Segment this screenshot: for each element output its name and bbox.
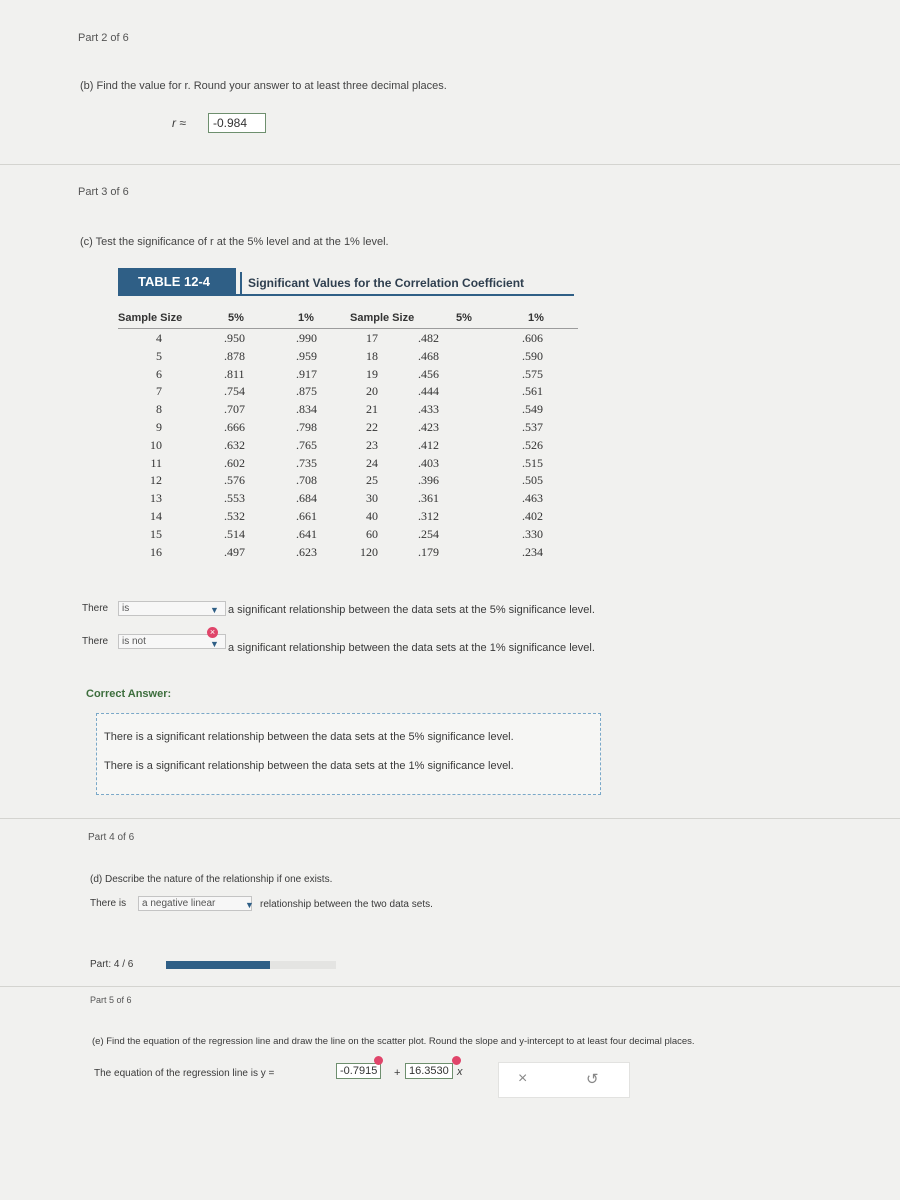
progress-label: Part: 4 / 6	[90, 959, 134, 970]
row2-select-value: is not	[122, 636, 146, 647]
table-cell: .179	[418, 544, 439, 559]
table-cell: .590	[522, 348, 543, 363]
chevron-down-icon[interactable]: ▼	[210, 639, 219, 649]
table-cell: 30	[366, 491, 378, 506]
table-cell: 17	[366, 331, 378, 345]
table-tag: TABLE 12-4	[118, 268, 236, 296]
table-cell: .754	[224, 384, 245, 399]
table-cell: 25	[366, 473, 378, 488]
table-cell: 16	[150, 544, 162, 559]
table-cell: 20	[366, 384, 378, 399]
table-cell: .632	[224, 437, 245, 452]
table-cell: 12	[150, 473, 162, 488]
table-cell: .576	[224, 473, 245, 488]
table-cell: 24	[366, 455, 378, 470]
table-cell: .811	[224, 366, 245, 381]
table-cell: 120	[360, 544, 378, 559]
col-1pct-b	[522, 330, 562, 561]
divider	[0, 818, 900, 819]
col-5pct-b	[418, 330, 458, 561]
part2-question: (b) Find the value for r. Round your answer to at least three decimal places.	[80, 80, 447, 92]
correct-line-1: There is a significant relationship between the data sets at the 5% significance level.	[104, 731, 514, 743]
table-cell: 9	[156, 419, 162, 434]
table-cell: 14	[150, 508, 162, 523]
table-cell: .834	[296, 402, 317, 417]
intercept-field[interactable]: 16.3530	[405, 1063, 453, 1079]
incorrect-mark-icon: ×	[207, 627, 218, 638]
header-sample-size-b: Sample Size	[350, 312, 415, 324]
table-cell: .412	[418, 437, 439, 452]
table-cell: .312	[418, 508, 439, 523]
divider	[0, 164, 900, 165]
table-cell: .505	[522, 473, 543, 488]
clear-icon[interactable]: ×	[518, 1070, 528, 1087]
row2-prefix: There	[82, 636, 109, 647]
table-cell: .402	[522, 508, 543, 523]
table-cell: .456	[418, 366, 439, 381]
table-cell: .959	[296, 348, 317, 363]
table-cell: .423	[418, 419, 439, 434]
table-cell: .735	[296, 455, 317, 470]
table-cell: 23	[366, 437, 378, 452]
part4-question: (d) Describe the nature of the relationship if one exists.	[90, 874, 333, 885]
row1-select-value: is	[122, 603, 130, 614]
table-cell: .798	[296, 419, 317, 434]
part4-select[interactable]	[138, 896, 252, 911]
table-cell: .917	[296, 366, 317, 381]
table-cell: 60	[366, 526, 378, 541]
part2-header: Part 2 of 6	[78, 32, 129, 44]
part4-select-value: a negative linear	[142, 898, 216, 909]
col-sample-size-b	[346, 330, 378, 561]
table-cell: .444	[418, 384, 439, 399]
table-cell: .537	[522, 419, 543, 434]
correct-line-2: There is a significant relationship between the data sets at the 1% significance level.	[104, 760, 514, 772]
table-cell: .765	[296, 437, 317, 452]
table-cell: .553	[224, 491, 245, 506]
header-1pct-a: 1%	[298, 312, 314, 324]
table-cell: .396	[418, 473, 439, 488]
table-cell: .666	[224, 419, 245, 434]
table-cell: .549	[522, 402, 543, 417]
table-cell: .602	[224, 455, 245, 470]
table-cell: 18	[366, 348, 378, 363]
table-cell: .708	[296, 473, 317, 488]
table-cell: 4	[156, 331, 162, 345]
part5-header: Part 5 of 6	[90, 995, 132, 1005]
table-cell: 11	[150, 455, 162, 470]
undo-icon[interactable]: ↺	[586, 1071, 599, 1088]
table-cell: .361	[418, 491, 439, 506]
table-cell: .875	[296, 384, 317, 399]
incorrect-mark-icon	[452, 1056, 461, 1065]
table-cell: .532	[224, 508, 245, 523]
part4-suffix: relationship between the two data sets.	[260, 899, 433, 910]
col-sample-size-a	[130, 330, 162, 561]
table-cell: .990	[296, 331, 317, 345]
table-cell: 10	[150, 437, 162, 452]
part5-prefix: The equation of the regression line is y =	[94, 1068, 275, 1079]
header-5pct-a: 5%	[228, 312, 244, 324]
table-cell: 40	[366, 508, 378, 523]
table-cell: 7	[156, 384, 162, 399]
table-cell: .623	[296, 544, 317, 559]
table-cell: .254	[418, 526, 439, 541]
table-cell: .878	[224, 348, 245, 363]
header-1pct-b: 1%	[528, 312, 544, 324]
table-cell: 8	[156, 402, 162, 417]
table-cell: .330	[522, 526, 543, 541]
table-cell: 13	[150, 491, 162, 506]
incorrect-mark-icon	[374, 1056, 383, 1065]
table-cell: .482	[418, 331, 439, 345]
row1-suffix: a significant relationship between the data sets at the 5% significance level.	[228, 604, 595, 616]
part3-header: Part 3 of 6	[78, 186, 129, 198]
table-cell: 21	[366, 402, 378, 417]
header-sample-size-a: Sample Size	[118, 312, 183, 324]
table-cell: 6	[156, 366, 162, 381]
correct-answer-label: Correct Answer:	[86, 688, 172, 700]
row1-prefix: There	[82, 603, 109, 614]
r-approx-label: r ≈	[172, 116, 186, 130]
plus-sign: +	[394, 1067, 401, 1079]
header-5pct-b: 5%	[456, 312, 472, 324]
chevron-down-icon[interactable]: ▼	[245, 900, 254, 910]
table-cell: .606	[522, 331, 543, 345]
progress-fill	[166, 961, 270, 969]
part4-header: Part 4 of 6	[88, 832, 135, 843]
chevron-down-icon[interactable]: ▼	[210, 605, 219, 615]
part5-question: (e) Find the equation of the regression line and draw the line on the scatter plot. Round the slope and y-intercept to at least four decimal places.	[92, 1036, 695, 1047]
table-cell: 19	[366, 366, 378, 381]
slope-field[interactable]: -0.7915	[336, 1063, 381, 1079]
col-1pct-a	[296, 330, 336, 561]
table-cell: .575	[522, 366, 543, 381]
table-cell: .433	[418, 402, 439, 417]
table-cell: .468	[418, 348, 439, 363]
divider	[0, 986, 900, 987]
x-variable: x	[457, 1066, 463, 1078]
header-rule	[118, 328, 578, 329]
table-cell: .403	[418, 455, 439, 470]
table-cell: .514	[224, 526, 245, 541]
part4-prefix: There is	[90, 898, 127, 909]
table-cell: .526	[522, 437, 543, 452]
row2-suffix: a significant relationship between the data sets at the 1% significance level.	[228, 642, 595, 654]
table-cell: .561	[522, 384, 543, 399]
table-cell: .707	[224, 402, 245, 417]
table-cell: .463	[522, 491, 543, 506]
table-cell: .515	[522, 455, 543, 470]
part3-question: (c) Test the significance of r at the 5% level and at the 1% level.	[80, 236, 389, 248]
col-5pct-a	[224, 330, 264, 561]
r-answer-field[interactable]: -0.984	[208, 113, 266, 133]
table-cell: 22	[366, 419, 378, 434]
table-cell: 15	[150, 526, 162, 541]
table-cell: .684	[296, 491, 317, 506]
table-cell: .950	[224, 331, 245, 345]
table-cell: 5	[156, 348, 162, 363]
table-cell: .661	[296, 508, 317, 523]
correct-answer-box	[96, 713, 601, 795]
table-caption: Significant Values for the Correlation Coefficient	[240, 272, 524, 294]
table-cell: .497	[224, 544, 245, 559]
table-cell: .641	[296, 526, 317, 541]
table-cell: .234	[522, 544, 543, 559]
